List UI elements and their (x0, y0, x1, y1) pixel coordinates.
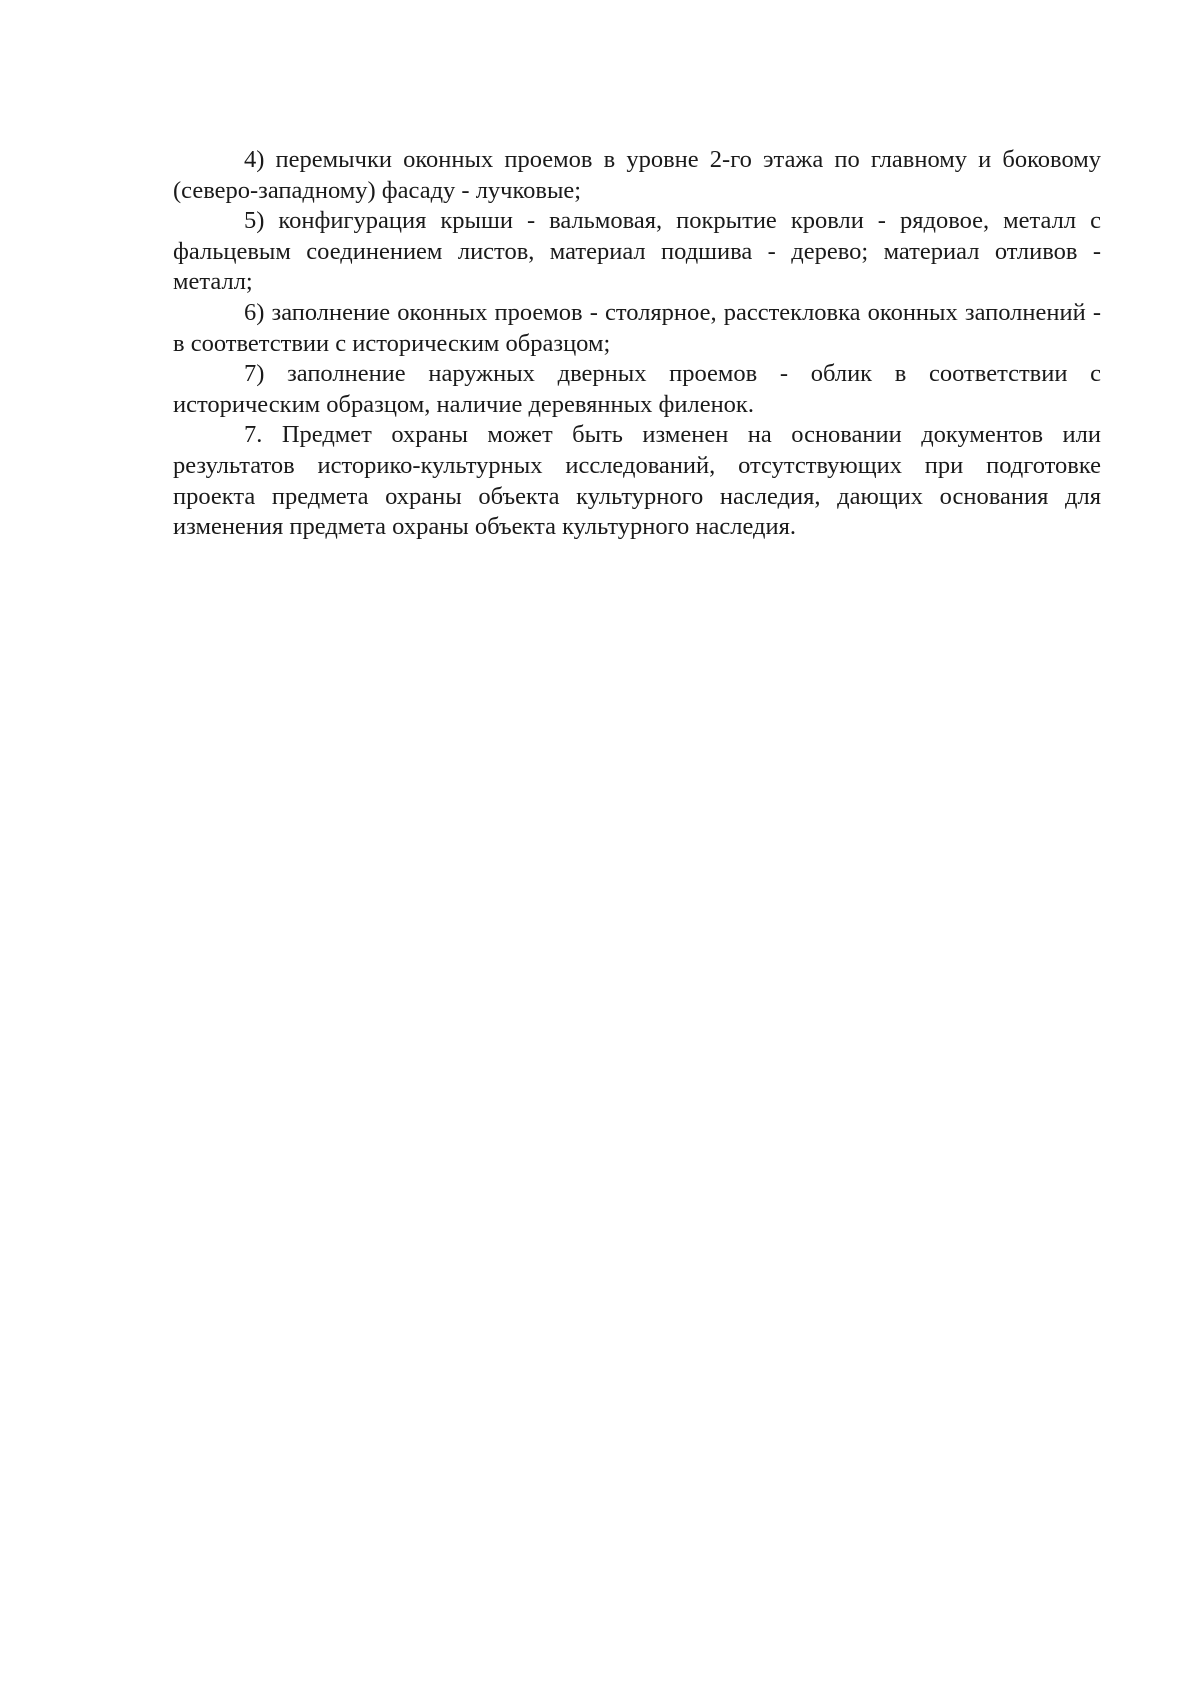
paragraph-item-6: 6) заполнение оконных проемов - столярное, расстекловка оконных заполнений - в соответствии с историческим образцом; (173, 298, 1101, 357)
paragraph-item-5: 5) конфигурация крыши - вальмовая, покрытие кровли - рядовое, металл с фальцевым соединением листов, материал подшива - дерево; материал отливов - металл; (173, 207, 1101, 296)
paragraph-clause-7: 7. Предмет охраны может быть изменен на основании документов или результатов историко-культурных исследований, отсутствующих при подготовке проекта предмета охраны объекта культурного наследия, дающих основания для изменения предмета охраны объекта культурного наследия. (173, 421, 1101, 541)
paragraph-item-4: 4) перемычки оконных проемов в уровне 2-го этажа по главному и боковому (северо-западному) фасаду - лучковые; (173, 146, 1101, 204)
document-body (173, 145, 1101, 543)
paragraph-item-7: 7) заполнение наружных дверных проемов - облик в соответствии с историческим образцом, наличие деревянных филенок. (173, 360, 1101, 418)
